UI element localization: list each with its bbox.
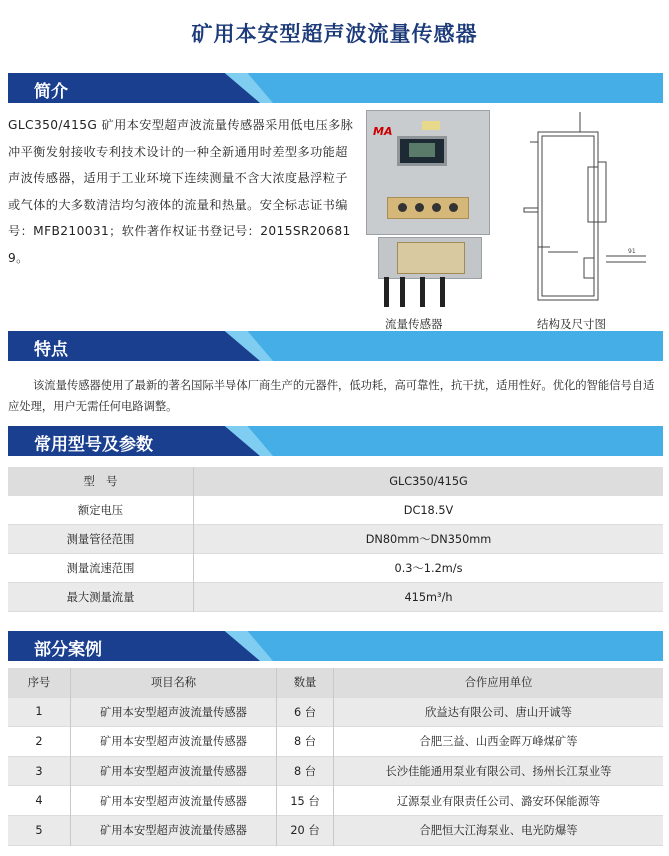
spec-value: DN80mm～DN350mm (194, 525, 664, 554)
intro-paragraph: GLC350/415G 矿用本安型超声波流量传感器采用低电压多脉冲平衡发射接收专利技术设计的一种全新通用时差型多功能超声波传感器，适用于工业环境下连续测量不含大浓度悬浮粒子或气体的大多数清洁均匀液体的流量和热量。安全标志证书编号：MFB210031；软件著作权证书登记号：2015SR206819。 (8, 118, 354, 265)
case-project: 矿用本安型超声波流量传感器 (71, 786, 277, 816)
case-index: 1 (8, 697, 71, 727)
keypad (387, 197, 469, 219)
col-header-index: 序号 (8, 668, 71, 697)
table-row (8, 554, 663, 583)
spec-table (8, 467, 663, 612)
case-partner: 辽源泵业有限责任公司、潞安环保能源等 (334, 786, 664, 816)
spec-value: 0.3～1.2m/s (194, 554, 664, 583)
section-title-intro: 简介 (34, 82, 68, 102)
nameplate (397, 242, 465, 274)
page-title: 矿用本安型超声波流量传感器 (191, 22, 478, 46)
structure-diagram (518, 112, 646, 312)
spec-label: 测量管径范围 (8, 525, 194, 554)
diagram-caption: 结构及尺寸图 (537, 317, 606, 331)
features-paragraph: 该流量传感器使用了最新的著名国际半导体厂商生产的元器件，低功耗，高可靠性，抗干扰，适用性好。优化的智能信号自适应处理，用户无需任何电路调整。 (8, 379, 655, 413)
case-partner: 欣益达有限公司、唐山开诚等 (334, 697, 664, 727)
col-header-partner: 合作应用单位 (334, 668, 664, 697)
table-row (8, 727, 663, 757)
case-project: 矿用本安型超声波流量传感器 (71, 697, 277, 727)
spec-label: 额定电压 (8, 496, 194, 525)
spec-value: GLC350/415G (194, 467, 664, 496)
case-index: 3 (8, 756, 71, 786)
case-partner: 长沙佳能通用泵业有限公司、扬州长江泵业等 (334, 756, 664, 786)
spec-label: 最大测量流量 (8, 583, 194, 612)
section-title-features: 特点 (34, 340, 68, 360)
section-header-features (8, 331, 663, 361)
photo-caption: 流量传感器 (385, 317, 443, 331)
spec-value: DC18.5V (194, 496, 664, 525)
case-quantity: 6 台 (277, 697, 334, 727)
col-header-quantity: 数量 (277, 668, 334, 697)
case-quantity: 20 台 (277, 815, 334, 845)
display-screen (409, 143, 435, 157)
case-partner: 合肥三益、山西金晖万峰煤矿等 (334, 727, 664, 757)
case-project: 矿用本安型超声波流量传感器 (71, 727, 277, 757)
case-index: 4 (8, 786, 71, 816)
table-row (8, 496, 663, 525)
section-header-intro (8, 73, 663, 103)
spec-value: 415m³/h (194, 583, 664, 612)
table-row (8, 815, 663, 845)
junction-box (378, 237, 482, 279)
table-row (8, 525, 663, 554)
table-row (8, 756, 663, 786)
table-row (8, 583, 663, 612)
table-row (8, 467, 663, 496)
dimension-label: 91 (628, 248, 636, 255)
case-index: 5 (8, 815, 71, 845)
case-quantity: 8 台 (277, 727, 334, 757)
section-title-cases: 部分案例 (34, 640, 102, 660)
section-header-cases (8, 631, 663, 661)
case-quantity: 15 台 (277, 786, 334, 816)
ma-mark: MA (373, 125, 393, 138)
table-row (8, 697, 663, 727)
case-index: 2 (8, 727, 71, 757)
spec-label: 测量流速范围 (8, 554, 194, 583)
col-header-project: 项目名称 (71, 668, 277, 697)
spec-label: 型 号 (8, 467, 194, 496)
sensor-photo (366, 110, 490, 325)
table-header-row (8, 668, 663, 697)
section-title-models: 常用型号及参数 (34, 435, 153, 455)
case-project: 矿用本安型超声波流量传感器 (71, 815, 277, 845)
cases-table (8, 668, 663, 846)
section-header-models (8, 426, 663, 456)
case-quantity: 8 台 (277, 756, 334, 786)
table-row (8, 786, 663, 816)
case-partner: 合肥恒大江海泵业、电光防爆等 (334, 815, 664, 845)
case-project: 矿用本安型超声波流量传感器 (71, 756, 277, 786)
